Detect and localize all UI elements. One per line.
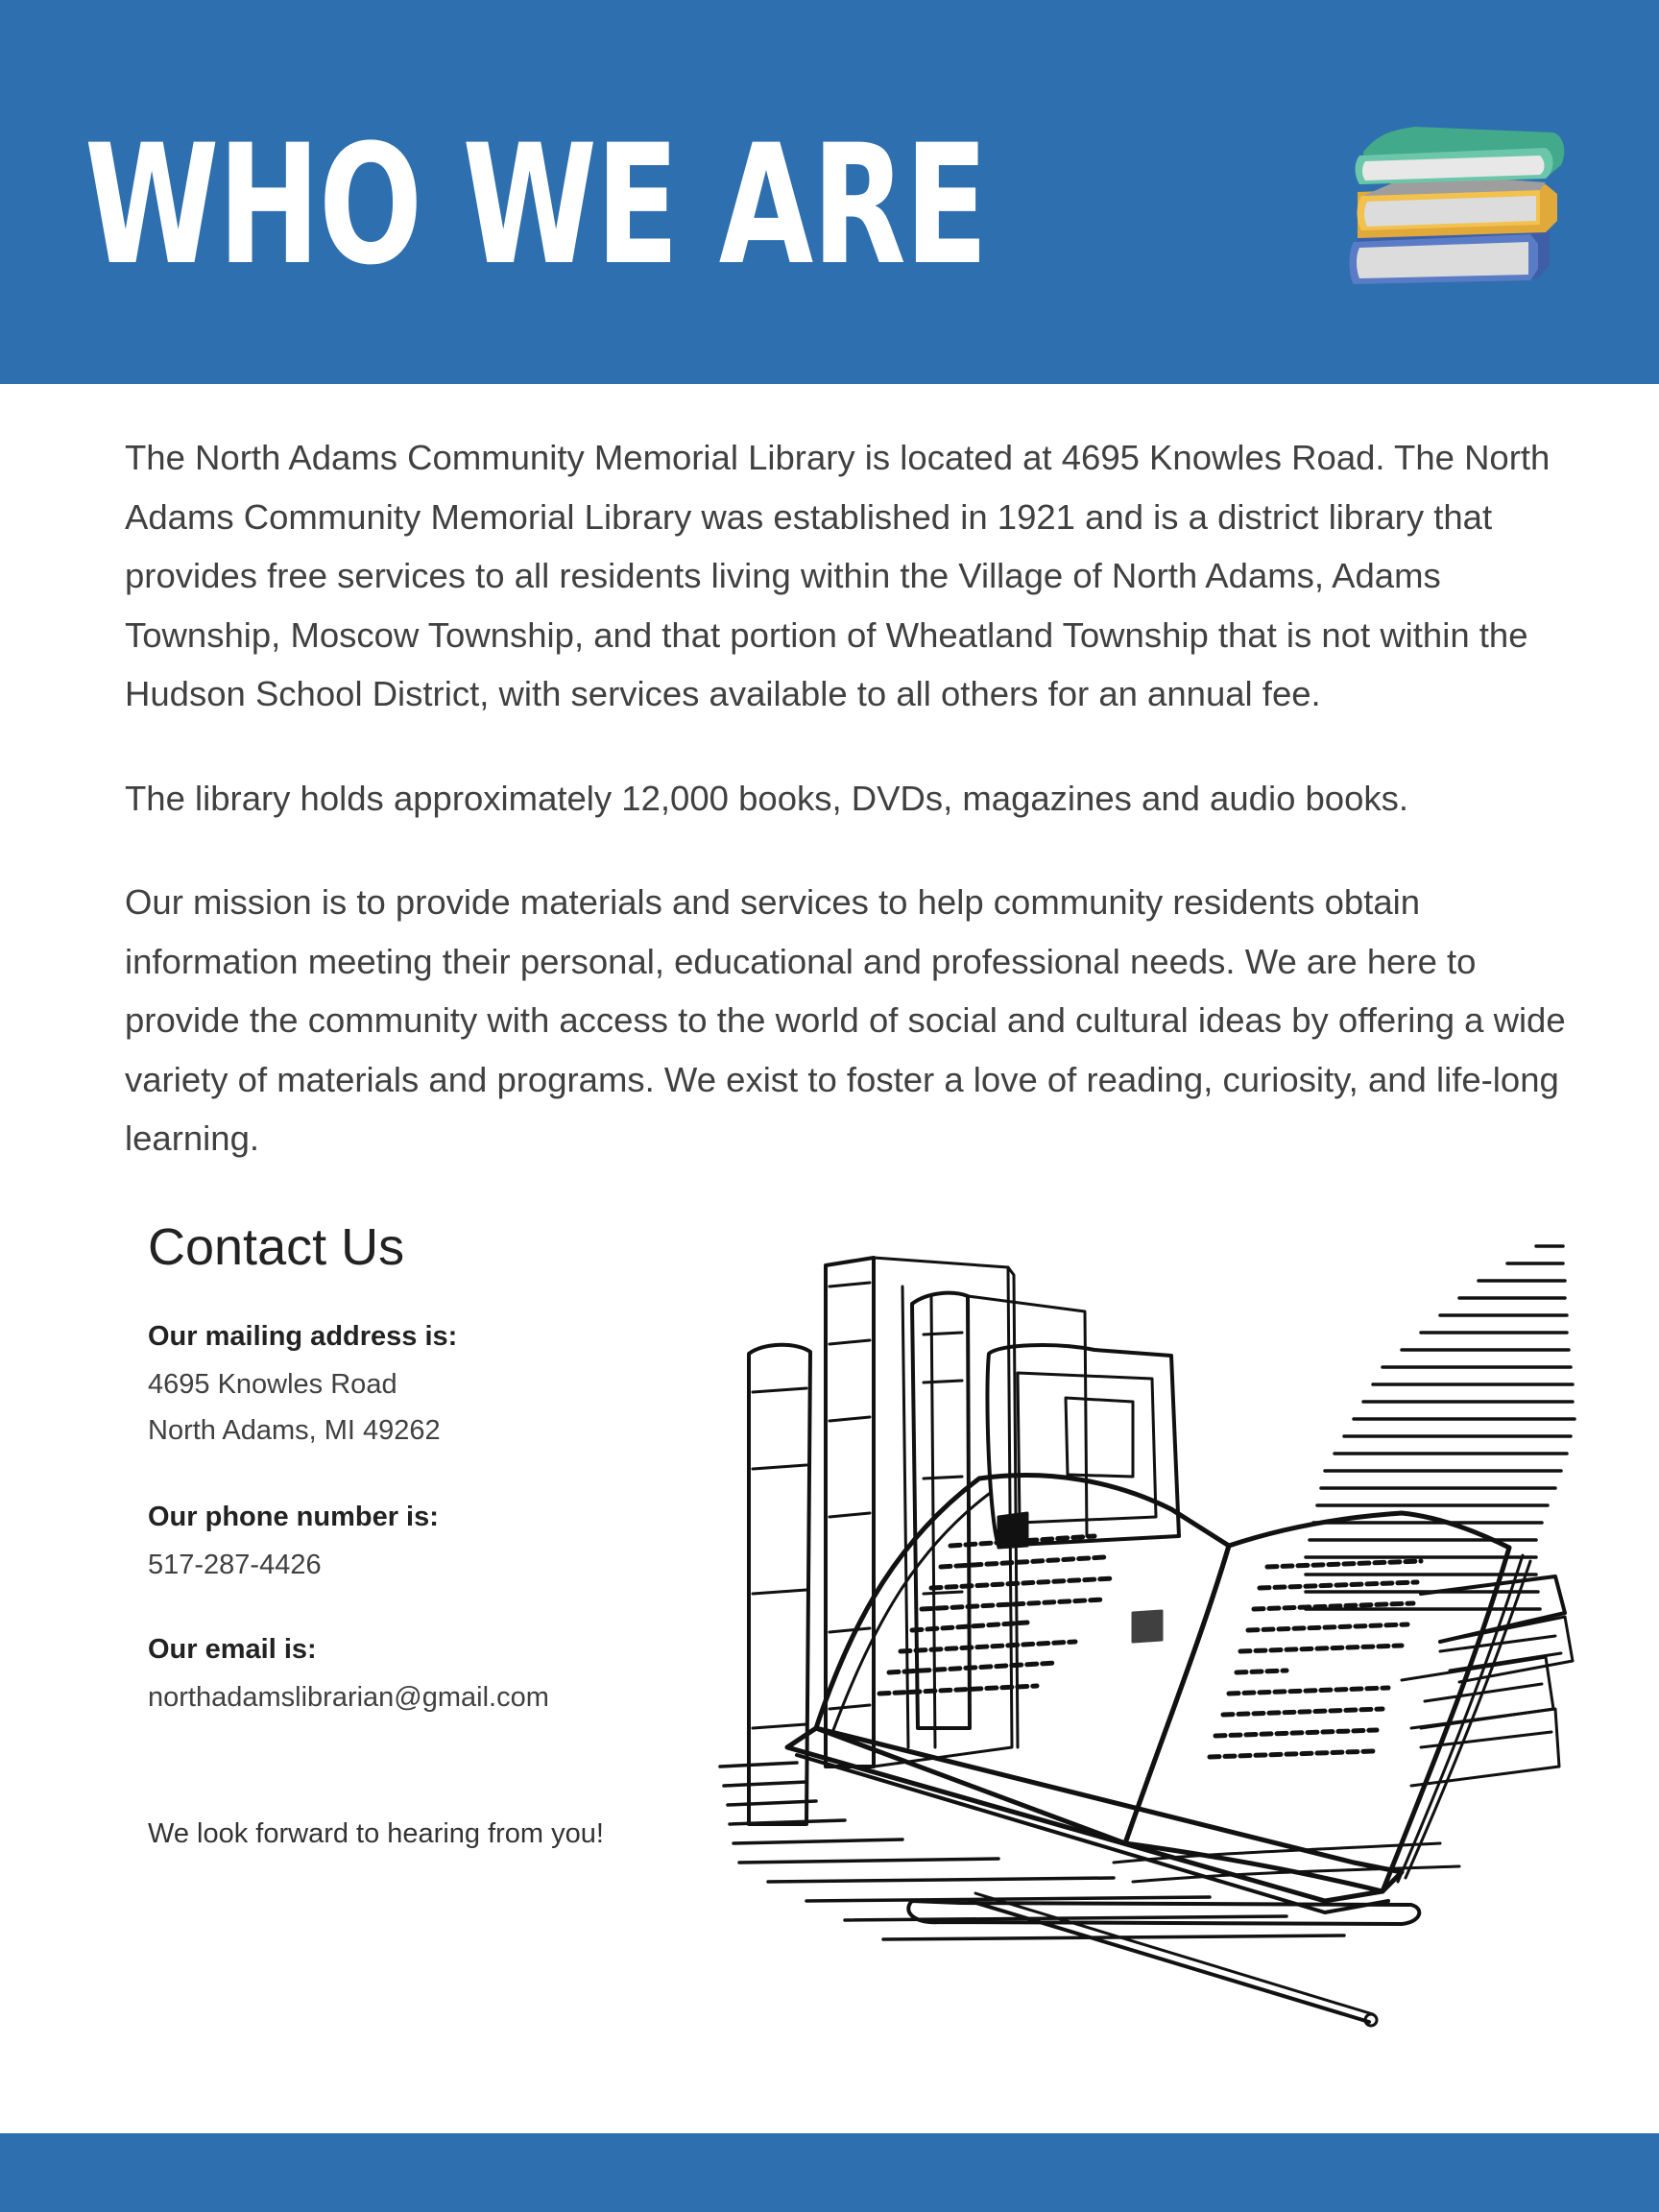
mailing-address-label: Our mailing address is: (148, 1321, 458, 1352)
footer-banner (0, 2133, 1659, 2212)
open-book-and-books-sketch (710, 1229, 1594, 2035)
email-label: Our email is: (148, 1634, 317, 1665)
closing-message: We look forward to hearing from you! (148, 1818, 604, 1849)
contact-heading: Contact Us (148, 1218, 405, 1276)
about-section (125, 428, 1594, 1214)
page-title: WHO WE ARE (84, 108, 987, 301)
about-paragraph-holdings: The library holds approximately 12,000 books, DVDs, magazines and audio books. (125, 778, 1409, 818)
about-paragraph-mission: Our mission is to provide materials and services to help community residents obtain information meeting their personal, educational and professional needs. We are here to provide the community with access to the world of social and cultural ideas by offering a wide variety of materials and programs. We exist to foster a love of reading, curiosity, and life-long learning. (125, 882, 1566, 1158)
about-paragraph-location: The North Adams Community Memorial Library is located at 4695 Knowles Road. The North Adams Community Memorial Library was established in 1921 and is a district library that provides free services to all residents living within the Village of North Adams, Adams Township, Moscow Township, and that portion of Wheatland Township that is not within the Hudson School District, with services available to all others for an annual fee. (125, 438, 1551, 713)
stacked-books-icon (1348, 115, 1571, 307)
mailing-address-line1: 4695 Knowles Road (148, 1369, 397, 1400)
phone-number: 517-287-4426 (148, 1550, 322, 1580)
phone-label: Our phone number is: (148, 1502, 439, 1532)
header-banner (0, 0, 1659, 384)
mailing-address-line2: North Adams, MI 49262 (148, 1415, 441, 1446)
email-address[interactable]: northadamslibrarian@gmail.com (148, 1682, 549, 1713)
